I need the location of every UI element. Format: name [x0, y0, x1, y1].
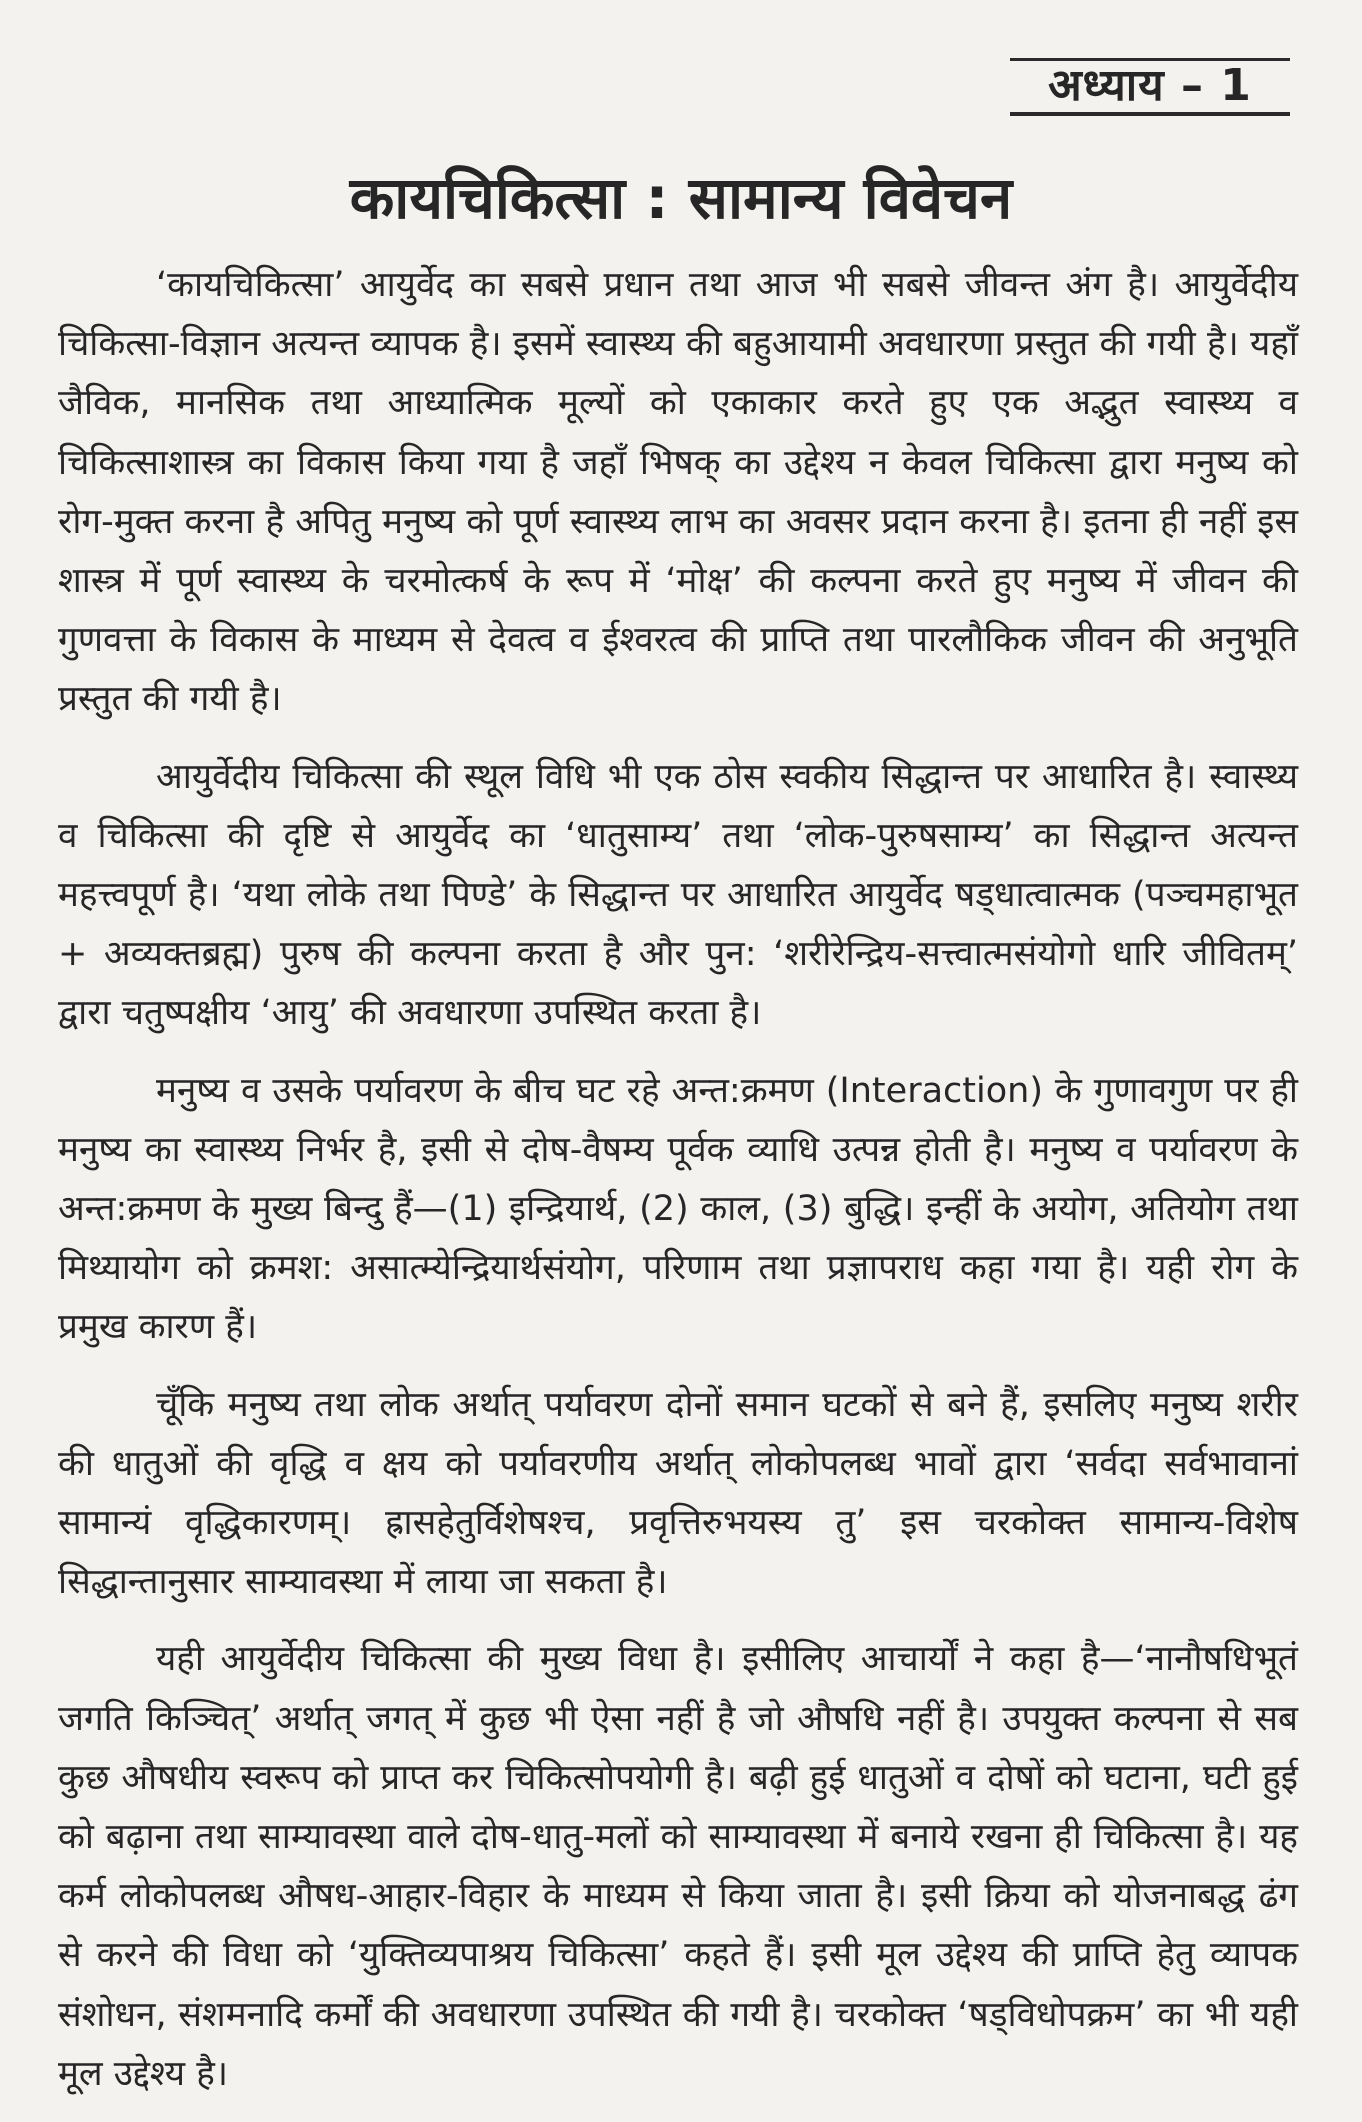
paragraph-2: आयुर्वेदीय चिकित्सा की स्थूल विधि भी एक ठोस स्वकीय सिद्धान्त पर आधारित है। स्वास्थ्य व चिकित्सा की दृष्टि से आयुर्वेद का ‘धातुसाम्य’ तथा ‘लोक-पुरुषसाम्य’ का सिद्धान्त अत्यन्त महत्त्वपूर्ण है। ‘यथा लोके तथा पिण्डे’ के सिद्धान्त पर आधारित आयुर्वेद षड्धात्वात्मक (पञ्चमहाभूत + अव्यक्तब्रह्म) पुरुष की कल्पना करता है और पुन: ‘शरीरेन्द्रिय-सत्त्वात्मसंयोगो धारि जीवितम्’ द्वारा चतुष्पक्षीय ‘आयु’ की अवधारणा उपस्थित करता है। [58, 756, 1298, 1034]
paragraph-5: यही आयुर्वेदीय चिकित्सा की मुख्य विधा है। इसीलिए आचार्यों ने कहा है—‘नानौषधिभूतं जगति किञ्चित्’ अर्थात् जगत् में कुछ भी ऐसा नहीं है जो औषधि नहीं है। उपयुक्त कल्पना से सब कुछ औषधीय स्वरूप को प्राप्त कर चिकित्सोपयोगी है। बढ़ी हुई धातुओं व दोषों को घटाना, घटी हुई को बढ़ाना तथा साम्यावस्था वाले दोष-धातु-मलों को साम्यावस्था में बनाये रखना ही चिकित्सा है। यह कर्म लोकोपलब्ध औषध-आहार-विहार के माध्यम से किया जाता है। इसी क्रिया को योजनाबद्ध ढंग से करने की विधा को ‘युक्तिव्यपाश्रय चिकित्सा’ कहते हैं। इसी मूल उद्देश्य की प्राप्ति हेतु व्यापक संशोधन, संशमनादि कर्मों की अवधारणा उपस्थित की गयी है। चरकोक्त ‘षड्विधोपक्रम’ का भी यही मूल उद्देश्य है। [58, 1639, 1298, 2094]
body-text [58, 256, 1298, 2122]
chapter-heading: अध्याय – 1 [1010, 58, 1290, 116]
paragraph-3: मनुष्य व उसके पर्यावरण के बीच घट रहे अन्त:क्रमण (Interaction) के गुणावगुण पर ही मनुष्य का स्वास्थ्य निर्भर है, इसी से दोष-वैषम्य पूर्वक व्याधि उत्पन्न होती है। मनुष्य व पर्यावरण के अन्त:क्रमण के मुख्य बिन्दु हैं—(1) इन्द्रियार्थ, (2) काल, (3) बुद्धि। इन्हीं के अयोग, अतियोग तथा मिथ्यायोग को क्रमश: असात्म्येन्द्रियार्थसंयोग, परिणाम तथा प्रज्ञापराध कहा गया है। यही रोग के प्रमुख कारण हैं। [58, 1070, 1298, 1348]
paragraph-1: ‘कायचिकित्सा’ आयुर्वेद का सबसे प्रधान तथा आज भी सबसे जीवन्त अंग है। आयुर्वेदीय चिकित्सा-विज्ञान अत्यन्त व्यापक है। इसमें स्वास्थ्य की बहुआयामी अवधारणा प्रस्तुत की गयी है। यहाँ जैविक, मानसिक तथा आध्यात्मिक मूल्यों को एकाकार करते हुए एक अद्भुत स्वास्थ्य व चिकित्साशास्त्र का विकास किया गया है जहाँ भिषक् का उद्देश्य न केवल चिकित्सा द्वारा मनुष्य को रोग-मुक्त करना है अपितु मनुष्य को पूर्ण स्वास्थ्य लाभ का अवसर प्रदान करना है। इतना ही नहीं इस शास्त्र में पूर्ण स्वास्थ्य के चरमोत्कर्ष के रूप में ‘मोक्ष’ की कल्पना करते हुए मनुष्य में जीवन की गुणवत्ता के विकास के माध्यम से देवत्व व ईश्वरत्व की प्राप्ति तथा पारलौकिक जीवन की अनुभूति प्रस्तुत की गयी है। [58, 265, 1298, 720]
page-title: कायचिकित्सा : सामान्य विवेचन [349, 164, 1013, 232]
paragraph-4: चूँकि मनुष्य तथा लोक अर्थात् पर्यावरण दोनों समान घटकों से बने हैं, इसलिए मनुष्य शरीर की धातुओं की वृद्धि व क्षय को पर्यावरणीय अर्थात् लोकोपलब्ध भावों द्वारा ‘सर्वदा सर्वभावानां सामान्यं वृद्धिकारणम्। ह्रासहेतुर्विशेषश्च, प्रवृत्तिरुभयस्य तु’ इस चरकोक्त सामान्य-विशेष सिद्धान्तानुसार साम्यावस्था में लाया जा सकता है। [58, 1384, 1298, 1603]
